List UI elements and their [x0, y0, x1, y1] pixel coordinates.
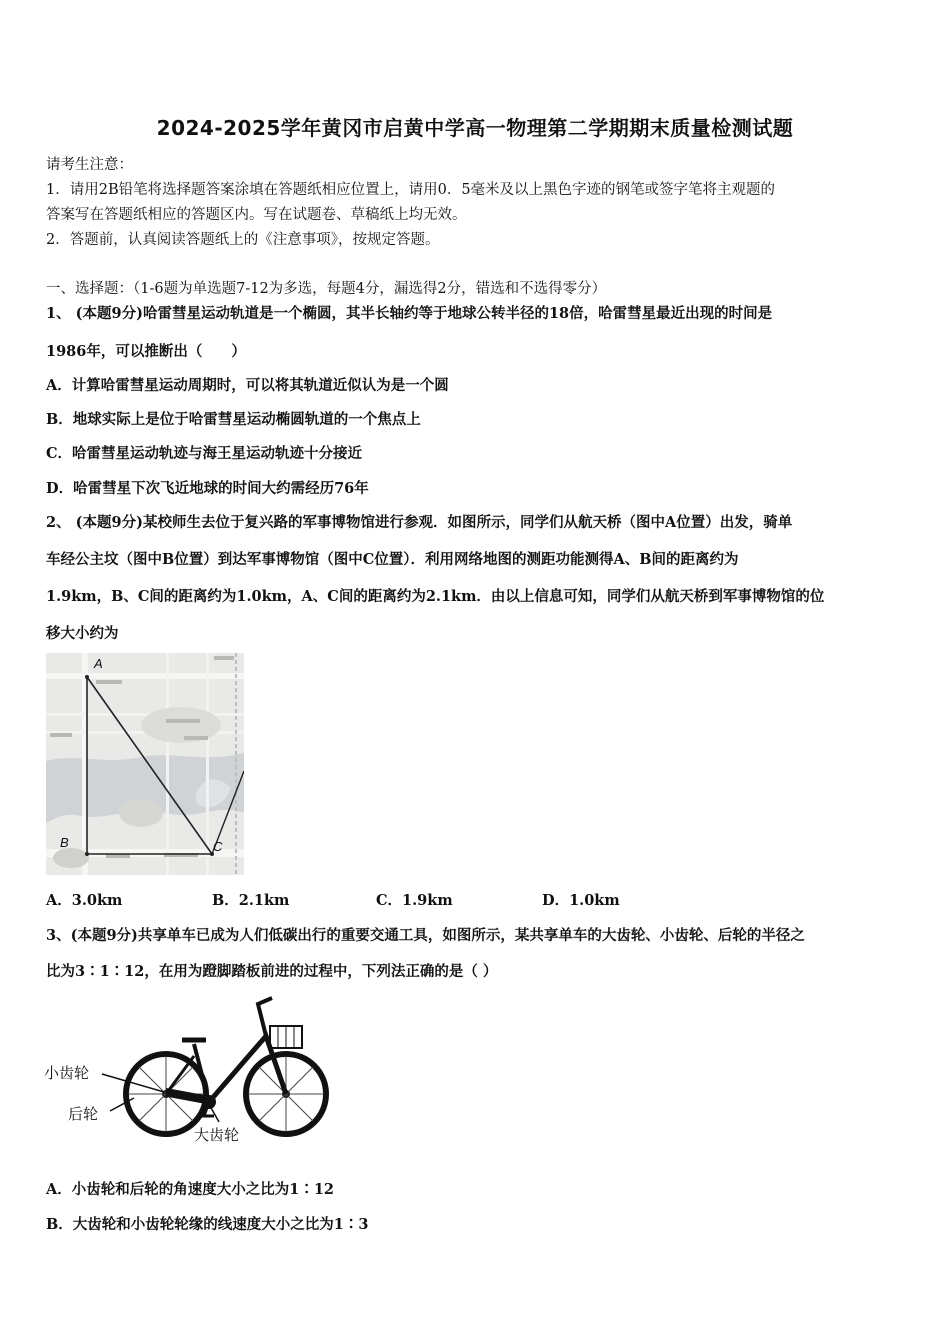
q2-option-a: A．3.0km — [46, 892, 123, 909]
bike-label-rear-wheel: 后轮 — [68, 1105, 99, 1123]
q3-option-b: B．大齿轮和小齿轮轮缘的线速度大小之比为1∶3 — [46, 1216, 369, 1233]
bike-label-small-gear: 小齿轮 — [44, 1064, 90, 1082]
notice-line-3: 2．答题前，认真阅读答题纸上的《注意事项》，按规定答题。 — [46, 232, 440, 248]
section-heading: 一、选择题：（1-6题为单选题7-12为多选，每题4分，漏选得2分，错选和不选得零分） — [46, 281, 607, 297]
notice-line-1: 1．请用2B铅笔将选择题答案涂填在答题纸相应位置上，请用0．5毫米及以上黑色字迹的钢笔或签字笔将主观题的 — [46, 182, 776, 198]
map-figure — [46, 653, 244, 875]
q1-option-c: C．哈雷彗星运动轨迹与海王星运动轨迹十分接近 — [46, 445, 363, 462]
q1-option-d: D．哈雷彗星下次飞近地球的时间大约需经历76年 — [46, 480, 369, 497]
notice-line-2: 答案写在答题纸相应的答题区内。写在试题卷、草稿纸上均无效。 — [46, 207, 467, 223]
q3-stem-line-1: 3、(本题9分)共享单车已成为人们低碳出行的重要交通工具，如图所示，某共享单车的大齿轮、小齿轮、后轮的半径之 — [46, 927, 805, 944]
q1-stem-line-2: 1986年，可以推断出（ ） — [46, 343, 246, 360]
q2-stem-line-3: 1.9km，B、C间的距离约为1.0km，A、C间的距离约为2.1km．由以上信息可知，同学们从航天桥到军事博物馆的位 — [46, 588, 825, 605]
page-title: 2024-2025学年黄冈市启黄中学高一物理第二学期期末质量检测试题 — [156, 116, 794, 140]
q1-option-a: A．计算哈雷彗星运动周期时，可以将其轨道近似认为是一个圆 — [46, 377, 449, 394]
q2-option-d: D．1.0km — [542, 892, 620, 909]
bicycle-figure — [44, 994, 344, 1150]
map-label-a: A — [94, 656, 103, 671]
bike-label-big-gear: 大齿轮 — [194, 1126, 240, 1144]
q2-stem-line-1: 2、 (本题9分)某校师生去位于复兴路的军事博物馆进行参观．如图所示，同学们从航天桥（图中A位置）出发，骑单 — [46, 514, 793, 531]
q2-option-b: B．2.1km — [212, 892, 290, 909]
map-svg — [46, 653, 244, 875]
q3-option-a: A．小齿轮和后轮的角速度大小之比为1∶12 — [46, 1181, 335, 1198]
q2-stem-line-4: 移大小约为 — [46, 625, 119, 642]
notice-heading: 请考生注意： — [46, 157, 133, 173]
map-label-b: B — [60, 835, 69, 850]
q2-stem-line-2: 车经公主坟（图中B位置）到达军事博物馆（图中C位置）．利用网络地图的测距功能测得A、B间的距离约为 — [46, 551, 739, 568]
q3-stem-line-2: 比为3∶1∶12，在用为蹬脚踏板前进的过程中，下列法正确的是（ ） — [46, 963, 498, 980]
q1-option-b: B．地球实际上是位于哈雷彗星运动椭圆轨道的一个焦点上 — [46, 411, 421, 428]
q2-option-c: C．1.9km — [376, 892, 453, 909]
map-label-c: C — [213, 839, 223, 854]
q1-stem-line-1: 1、 (本题9分)哈雷彗星运动轨道是一个椭圆，其半长轴约等于地球公转半径的18倍，哈雷彗星最近出现的时间是 — [46, 305, 773, 322]
